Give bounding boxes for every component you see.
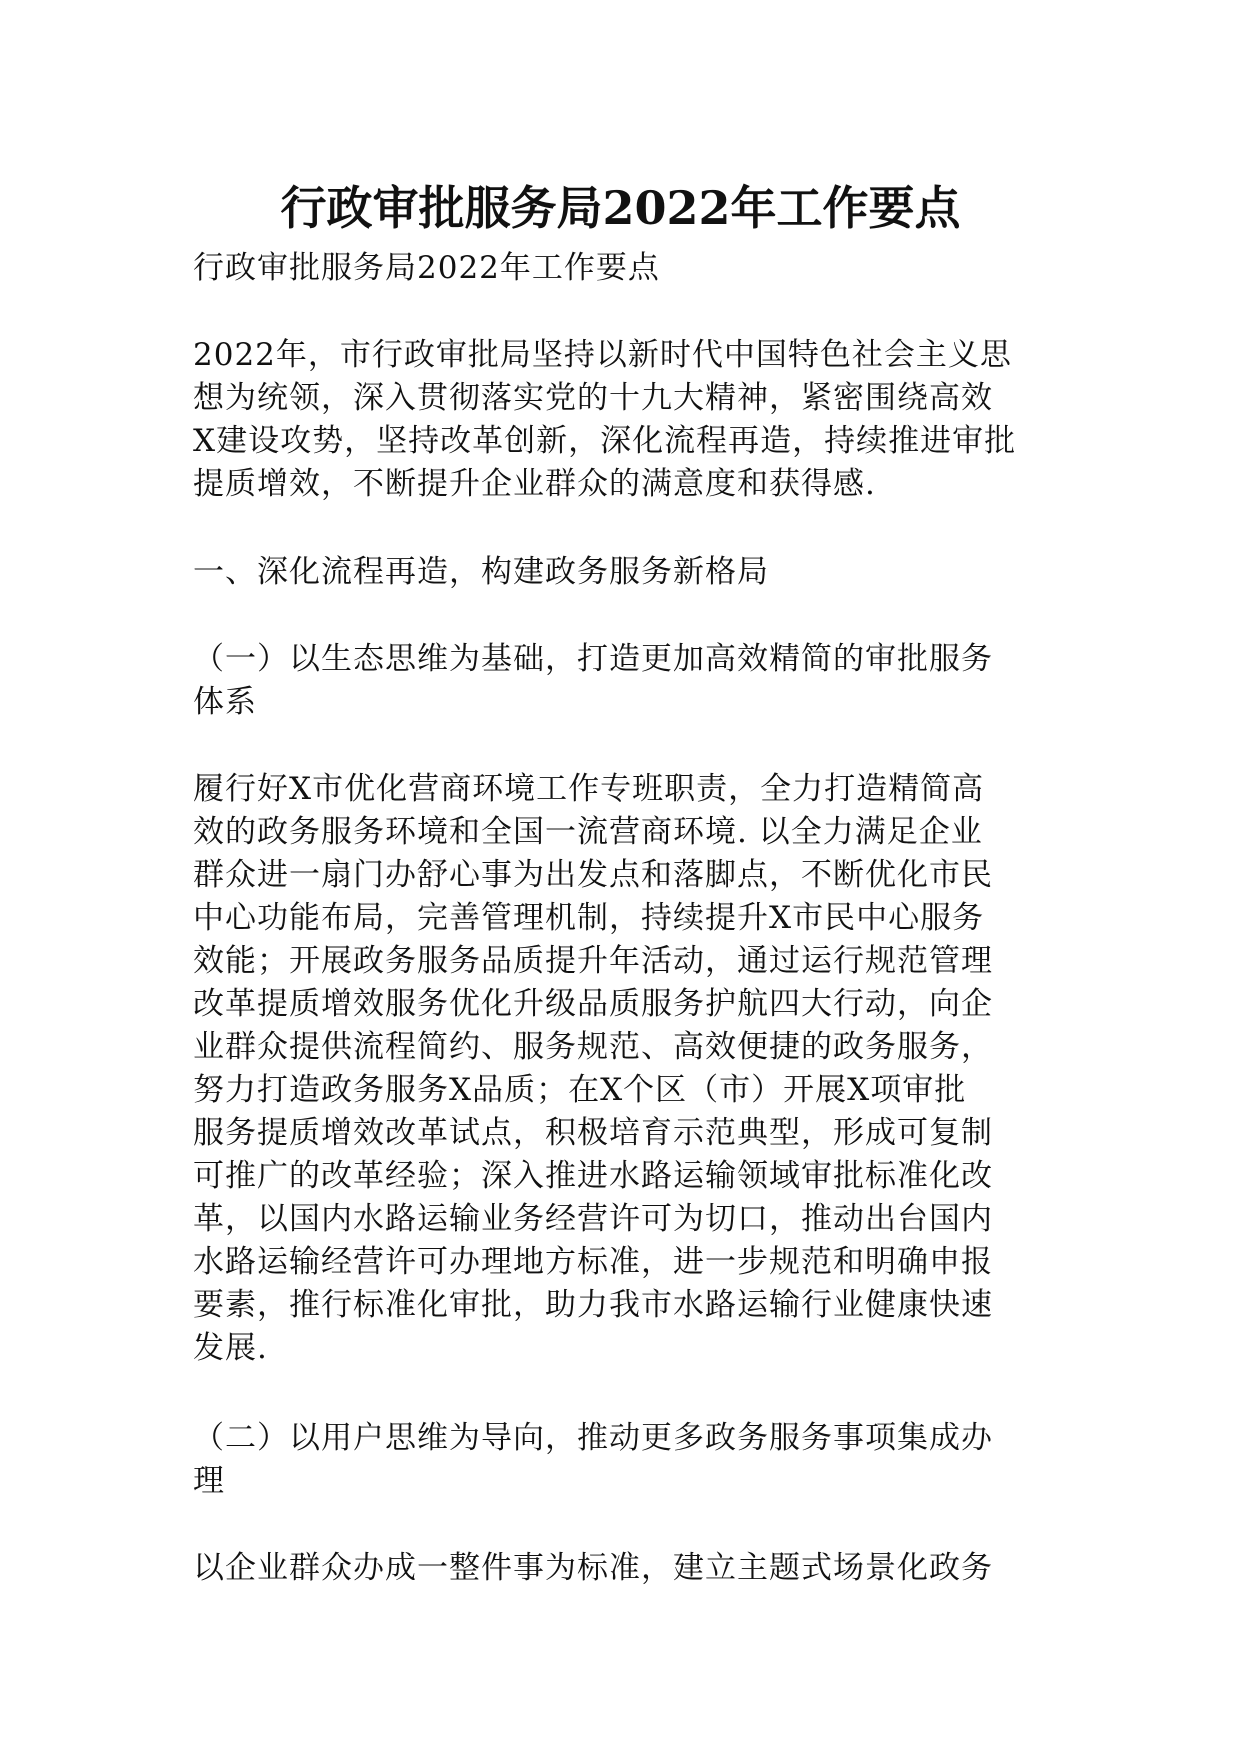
subsection-line: 理	[193, 1463, 225, 1499]
subsection-2-heading	[193, 1417, 1053, 1503]
paragraph-line: 水路运输经营许可办理地方标准，进一步规范和明确申报	[193, 1244, 993, 1280]
document-subtitle	[193, 247, 1053, 290]
paragraph-line: 服务提质增效改革试点，积极培育示范典型，形成可复制	[193, 1115, 993, 1151]
paragraph-line: 群众进一扇门办舒心事为出发点和落脚点，不断优化市民	[193, 857, 993, 893]
paragraph-line: 中心功能布局，完善管理机制，持续提升X市民中心服务	[193, 900, 985, 936]
paragraph-1	[193, 768, 1053, 1370]
intro-line: X建设攻势，坚持改革创新，深化流程再造，持续推进审批	[193, 423, 1017, 459]
paragraph-line: 发展.	[193, 1330, 268, 1366]
subsection-line: 体系	[193, 684, 257, 720]
intro-paragraph	[193, 334, 1053, 506]
paragraph-line: 业群众提供流程简约、服务规范、高效便捷的政务服务，	[193, 1029, 993, 1065]
paragraph-line: 改革提质增效服务优化升级品质服务护航四大行动，向企	[193, 986, 993, 1022]
subsection-1-heading	[193, 638, 1053, 724]
paragraph-line: 以企业群众办成一整件事为标准，建立主题式场景化政务	[193, 1550, 993, 1586]
subsection-line: （一）以生态思维为基础，打造更加高效精简的审批服务	[193, 641, 993, 677]
section-1-heading	[193, 551, 1053, 594]
paragraph-line: 要素，推行标准化审批，助力我市水路运输行业健康快速	[193, 1287, 993, 1323]
paragraph-line: 履行好X市优化营商环境工作专班职责，全力打造精简高	[193, 771, 985, 807]
paragraph-line: 可推广的改革经验；深入推进水路运输领域审批标准化改	[193, 1158, 993, 1194]
subsection-line: （二）以用户思维为导向，推动更多政务服务事项集成办	[193, 1420, 993, 1456]
heading-line: 一、深化流程再造，构建政务服务新格局	[193, 554, 769, 590]
paragraph-line: 效的政务服务环境和全国一流营商环境. 以全力满足企业	[193, 814, 983, 850]
intro-line: 2022年，市行政审批局坚持以新时代中国特色社会主义思	[193, 337, 1012, 373]
paragraph-2	[193, 1547, 1053, 1590]
paragraph-line: 努力打造政务服务X品质；在X个区（市）开展X项审批	[193, 1072, 967, 1108]
subtitle-line: 行政审批服务局2022年工作要点	[193, 250, 660, 286]
document-title: 行政审批服务局2022年工作要点	[280, 181, 961, 235]
paragraph-line: 革，以国内水路运输业务经营许可为切口，推动出台国内	[193, 1201, 993, 1237]
intro-line: 提质增效，不断提升企业群众的满意度和获得感.	[193, 466, 876, 502]
paragraph-line: 效能；开展政务服务品质提升年活动，通过运行规范管理	[193, 943, 993, 979]
intro-line: 想为统领，深入贯彻落实党的十九大精神，紧密围绕高效	[193, 380, 993, 416]
